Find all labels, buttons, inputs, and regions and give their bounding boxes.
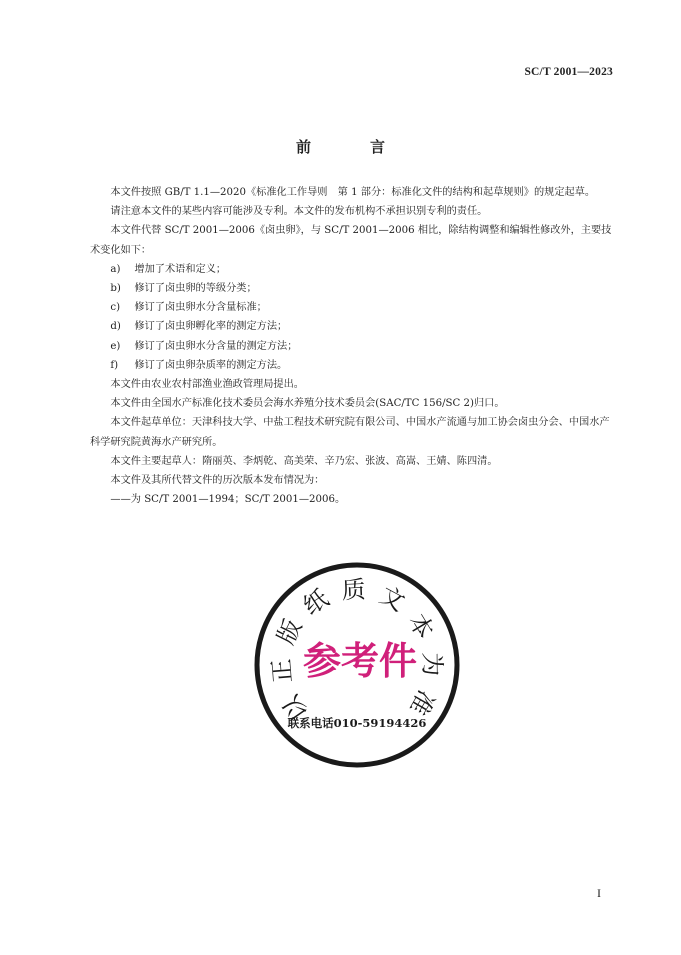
reference-copy-stamp: [252, 560, 462, 770]
list-item: [90, 260, 616, 279]
stamp-arc-char: 正: [267, 657, 298, 684]
list-marker: c): [110, 302, 121, 314]
paragraph: 本文件由农业农村部渔业渔政管理局提出。: [110, 379, 304, 391]
stamp-arc-char: 纸: [298, 583, 334, 621]
list-marker: e): [110, 340, 121, 352]
stamp-arc-char: 以: [277, 690, 314, 726]
version-history: ——为 SC/T 2001—1994；SC/T 2001—2006。: [110, 494, 346, 506]
page-title: 前 言: [295, 138, 407, 156]
document-code: SC/T 2001—2023: [524, 66, 613, 78]
paragraph: 请注意本文件的某些内容可能涉及专利。本文件的发布机构不承担识别专利的责任。: [110, 206, 488, 218]
stamp-arc-char: 质: [341, 575, 367, 605]
stamp-arc-char: 版: [271, 614, 308, 649]
stamp-arc-char: 本: [402, 608, 440, 644]
list-item-text: 修订了卤虫卵水分含量标准；: [134, 302, 267, 314]
list-item: [90, 279, 616, 298]
list-marker: b): [110, 283, 121, 295]
paragraph: 本文件由全国水产标准化技术委员会海水养殖分技术委员会(SAC/TC 156/SC 2)归口。: [110, 398, 505, 410]
stamp-arc-char: 为: [417, 652, 447, 677]
list-item-text: 增加了术语和定义；: [134, 263, 227, 275]
list-item-text: 修订了卤虫卵杂质率的测定方法。: [134, 359, 288, 371]
paragraph: 本文件代替 SC/T 2001—2006《卤虫卵》，与 SC/T 2001—2006 相比，除结构调整和编辑性修改外，主要技术变化如下：: [90, 225, 612, 256]
list-marker: d): [110, 321, 121, 333]
foreword-body: [90, 183, 616, 509]
list-item-text: 修订了卤虫卵水分含量的测定方法；: [134, 340, 298, 352]
paragraph: 本文件按照 GB/T 1.1—2020《标准化工作导则 第 1 部分：标准化文件的结构和起草规则》的规定起草。: [110, 187, 596, 198]
list-marker: f): [110, 359, 119, 371]
stamp-center-text: 参考件: [302, 639, 418, 683]
stamp-phone: 联系电话010-59194426: [287, 716, 427, 730]
paragraph: 本文件起草单位：天津科技大学、中盐工程技术研究院有限公司、中国水产流通与加工协会卤虫分会、中国水产科学研究院黄海水产研究所。: [90, 417, 610, 448]
paragraph: 本文件及其所代替文件的历次版本发布情况为：: [110, 475, 325, 487]
list-item: [90, 337, 616, 356]
list-item: [90, 317, 616, 336]
list-item-text: 修订了卤虫卵孵化率的测定方法；: [134, 321, 288, 333]
list-item-text: 修订了卤虫卵的等级分类；: [134, 283, 257, 295]
page-number: I: [597, 886, 601, 900]
list-marker: a): [110, 263, 121, 275]
paragraph: 本文件主要起草人：隋丽英、李炳乾、高美荣、辛乃宏、张波、高嵩、王婧、陈四清。: [110, 455, 498, 467]
stamp-arc-char: 文: [375, 580, 410, 617]
list-item: [90, 356, 616, 375]
stamp-arc-char: 准: [403, 685, 441, 720]
list-item: [90, 298, 616, 317]
